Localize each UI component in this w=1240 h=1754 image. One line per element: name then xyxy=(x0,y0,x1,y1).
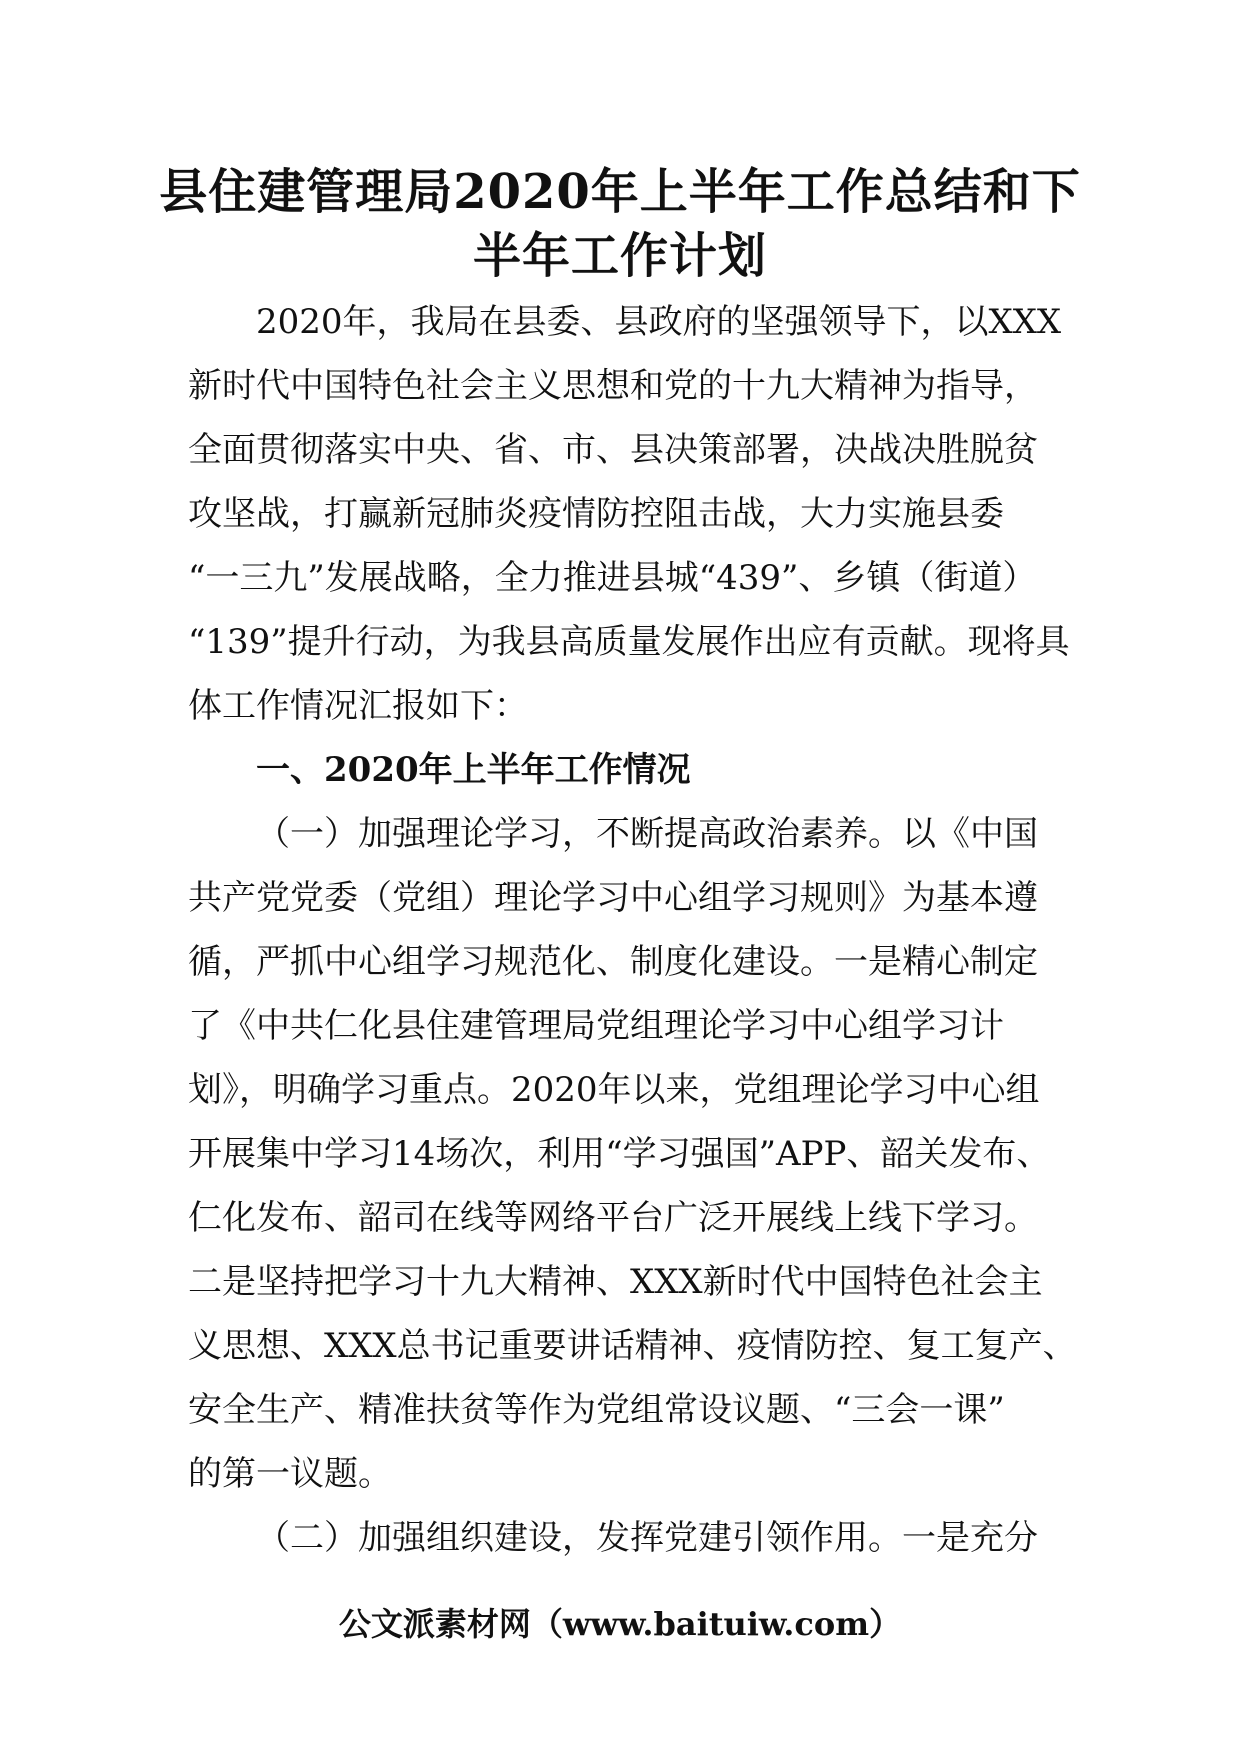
paragraph-line: 循，严抓中心组学习规范化、制度化建设。一是精心制定 xyxy=(188,942,1038,982)
paragraph-line: 共产党党委（党组）理论学习中心组学习规则》为基本遵 xyxy=(188,878,1038,918)
paragraph-line: 的第一议题。 xyxy=(188,1454,392,1494)
paragraph-line: 2020年，我局在县委、县政府的坚强领导下，以XXX xyxy=(256,302,1062,342)
paragraph-line: 体工作情况汇报如下： xyxy=(188,686,528,726)
paragraph-line: 二是坚持把学习十九大精神、XXX新时代中国特色社会主 xyxy=(188,1262,1043,1302)
paragraph-line: 攻坚战，打赢新冠肺炎疫情防控阻击战，大力实施县委 xyxy=(188,494,1004,534)
paragraph-line: （二）加强组织建设，发挥党建引领作用。一是充分 xyxy=(256,1518,1038,1558)
paragraph-line: 义思想、XXX总书记重要讲话精神、疫情防控、复工复产、 xyxy=(188,1326,1077,1366)
paragraph-line: 开展集中学习14场次，利用“学习强国”APP、韶关发布、 xyxy=(188,1134,1051,1174)
footer-watermark: 公文派素材网（www.baituiw.com） xyxy=(338,1605,902,1643)
document-body xyxy=(188,290,1077,1570)
document-title xyxy=(150,160,1090,288)
paragraph-line: 新时代中国特色社会主义思想和党的十九大精神为指导， xyxy=(188,366,1038,406)
paragraph-line: 划》，明确学习重点。2020年以来，党组理论学习中心组 xyxy=(188,1070,1040,1110)
paragraph-line: “一三九”发展战略，全力推进县城“439”、乡镇（街道） xyxy=(188,558,1037,598)
paragraph-line: 仁化发布、韶司在线等网络平台广泛开展线上线下学习。 xyxy=(188,1198,1038,1238)
paragraph-line: 全面贯彻落实中央、省、市、县决策部署，决战决胜脱贫 xyxy=(188,430,1038,470)
paragraph-line: “139”提升行动，为我县高质量发展作出应有贡献。现将具 xyxy=(188,622,1070,662)
title-line-1: 县住建管理局2020年上半年工作总结和下 xyxy=(159,164,1081,220)
paragraph-line: 安全生产、精准扶贫等作为党组常设议题、“三会一课” xyxy=(188,1390,1005,1430)
section-heading: 一、2020年上半年工作情况 xyxy=(256,750,691,790)
title-line-2: 半年工作计划 xyxy=(472,228,767,284)
paragraph-line: 了《中共仁化县住建管理局党组理论学习中心组学习计 xyxy=(188,1006,1004,1046)
paragraph-line: （一）加强理论学习，不断提高政治素养。以《中国 xyxy=(256,814,1038,854)
